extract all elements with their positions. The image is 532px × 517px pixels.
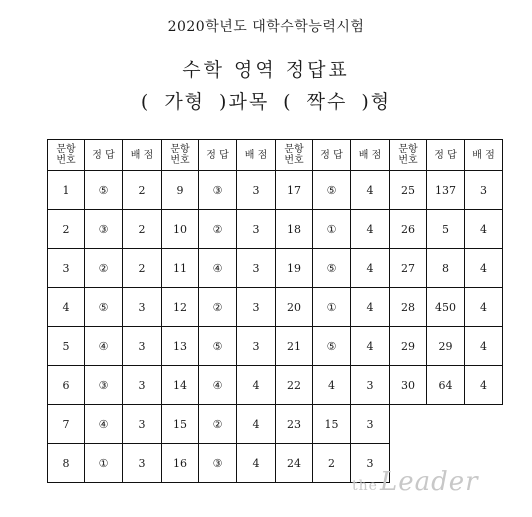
question-number-cell: 8	[48, 444, 85, 483]
question-number-cell: 5	[48, 327, 85, 366]
answer-cell: ⑤	[313, 171, 351, 210]
empty-cell	[465, 405, 503, 444]
points-cell: 4	[351, 249, 390, 288]
col-header-answer: 정 답	[427, 140, 465, 171]
subtype-name: 짝수	[306, 91, 348, 113]
answer-cell: ⑤	[313, 327, 351, 366]
question-number-cell: 11	[162, 249, 199, 288]
question-number-cell: 20	[276, 288, 313, 327]
points-cell: 4	[237, 444, 276, 483]
points-cell: 4	[465, 327, 503, 366]
exam-type-line	[0, 87, 532, 114]
points-cell: 2	[123, 210, 162, 249]
answer-cell: ②	[199, 288, 237, 327]
answer-table	[47, 139, 503, 483]
table-row	[48, 171, 503, 210]
table-row	[48, 327, 503, 366]
col-header-number: 문항 번호	[48, 140, 85, 171]
points-cell: 3	[123, 288, 162, 327]
points-cell: 3	[123, 366, 162, 405]
question-number-cell: 4	[48, 288, 85, 327]
answer-cell: ④	[199, 249, 237, 288]
answer-cell: 8	[427, 249, 465, 288]
answer-cell: ③	[85, 366, 123, 405]
points-cell: 4	[351, 171, 390, 210]
question-number-cell: 30	[390, 366, 427, 405]
answer-cell: 137	[427, 171, 465, 210]
type-open-paren: (	[140, 91, 151, 113]
answer-cell: ①	[313, 210, 351, 249]
subtype-open-paren: (	[283, 91, 293, 113]
answer-cell: ③	[199, 444, 237, 483]
points-cell: 4	[237, 405, 276, 444]
answer-cell: ②	[85, 249, 123, 288]
answer-cell: 4	[313, 366, 351, 405]
points-cell: 4	[465, 366, 503, 405]
points-cell: 4	[351, 327, 390, 366]
col-header-answer: 정 답	[85, 140, 123, 171]
answer-cell: ⑤	[85, 288, 123, 327]
answer-cell: ④	[85, 327, 123, 366]
question-number-cell: 9	[162, 171, 199, 210]
points-cell: 3	[123, 444, 162, 483]
col-header-points: 배 점	[351, 140, 390, 171]
answer-cell: ③	[85, 210, 123, 249]
answer-cell: 450	[427, 288, 465, 327]
subtype-close-label: )형	[361, 91, 392, 113]
question-number-cell: 12	[162, 288, 199, 327]
table-row	[48, 366, 503, 405]
answer-cell: ①	[85, 444, 123, 483]
answer-cell: ⑤	[199, 327, 237, 366]
answer-table-body	[48, 140, 503, 483]
question-number-cell: 29	[390, 327, 427, 366]
question-number-cell: 1	[48, 171, 85, 210]
question-number-cell: 24	[276, 444, 313, 483]
col-header-points: 배 점	[465, 140, 503, 171]
answer-cell: ④	[199, 366, 237, 405]
watermark-prefix: the	[352, 478, 378, 494]
answer-cell: 2	[313, 444, 351, 483]
points-cell: 3	[351, 366, 390, 405]
points-cell: 4	[465, 288, 503, 327]
points-cell: 4	[465, 249, 503, 288]
type-close-label: )과목	[219, 91, 270, 113]
table-header-row	[48, 140, 503, 171]
question-number-cell: 3	[48, 249, 85, 288]
answer-cell: ④	[85, 405, 123, 444]
points-cell: 2	[123, 249, 162, 288]
points-cell: 2	[123, 171, 162, 210]
answer-cell: ②	[199, 405, 237, 444]
col-header-number: 문항 번호	[162, 140, 199, 171]
points-cell: 3	[237, 249, 276, 288]
answer-cell: 29	[427, 327, 465, 366]
col-header-points: 배 점	[237, 140, 276, 171]
points-cell: 3	[351, 405, 390, 444]
points-cell: 3	[465, 171, 503, 210]
table-row	[48, 210, 503, 249]
question-number-cell: 7	[48, 405, 85, 444]
question-number-cell: 21	[276, 327, 313, 366]
answer-cell: 15	[313, 405, 351, 444]
answer-cell: ①	[313, 288, 351, 327]
question-number-cell: 22	[276, 366, 313, 405]
question-number-cell: 2	[48, 210, 85, 249]
question-number-cell: 10	[162, 210, 199, 249]
col-header-answer: 정 답	[313, 140, 351, 171]
question-number-cell: 23	[276, 405, 313, 444]
points-cell: 3	[237, 288, 276, 327]
question-number-cell: 16	[162, 444, 199, 483]
answer-cell: ⑤	[85, 171, 123, 210]
question-number-cell: 17	[276, 171, 313, 210]
answer-cell: ⑤	[313, 249, 351, 288]
question-number-cell: 27	[390, 249, 427, 288]
col-header-points: 배 점	[123, 140, 162, 171]
empty-cell	[390, 405, 427, 444]
points-cell: 3	[237, 210, 276, 249]
table-row	[48, 405, 503, 444]
question-number-cell: 13	[162, 327, 199, 366]
col-header-number: 문항 번호	[276, 140, 313, 171]
question-number-cell: 28	[390, 288, 427, 327]
table-row	[48, 249, 503, 288]
points-cell: 4	[351, 288, 390, 327]
type-name: 가형	[164, 91, 206, 113]
question-number-cell: 15	[162, 405, 199, 444]
points-cell: 4	[465, 210, 503, 249]
question-number-cell: 18	[276, 210, 313, 249]
answer-cell: ③	[199, 171, 237, 210]
watermark-brand: Leader	[379, 467, 479, 497]
watermark-logo	[352, 467, 479, 497]
points-cell: 4	[237, 366, 276, 405]
answer-cell: ②	[199, 210, 237, 249]
points-cell: 3	[123, 405, 162, 444]
empty-cell	[427, 405, 465, 444]
answer-cell: 64	[427, 366, 465, 405]
col-header-number: 문항 번호	[390, 140, 427, 171]
question-number-cell: 14	[162, 366, 199, 405]
points-cell: 3	[123, 327, 162, 366]
sheet-title: 수학 영역 정답표	[182, 59, 350, 81]
question-number-cell: 19	[276, 249, 313, 288]
table-row	[48, 288, 503, 327]
points-cell: 3	[351, 444, 390, 483]
points-cell: 3	[237, 327, 276, 366]
points-cell: 3	[237, 171, 276, 210]
points-cell: 4	[351, 210, 390, 249]
question-number-cell: 25	[390, 171, 427, 210]
exam-title: 2020학년도 대학수학능력시험	[167, 19, 365, 35]
question-number-cell: 6	[48, 366, 85, 405]
answer-cell: 5	[427, 210, 465, 249]
question-number-cell: 26	[390, 210, 427, 249]
col-header-answer: 정 답	[199, 140, 237, 171]
